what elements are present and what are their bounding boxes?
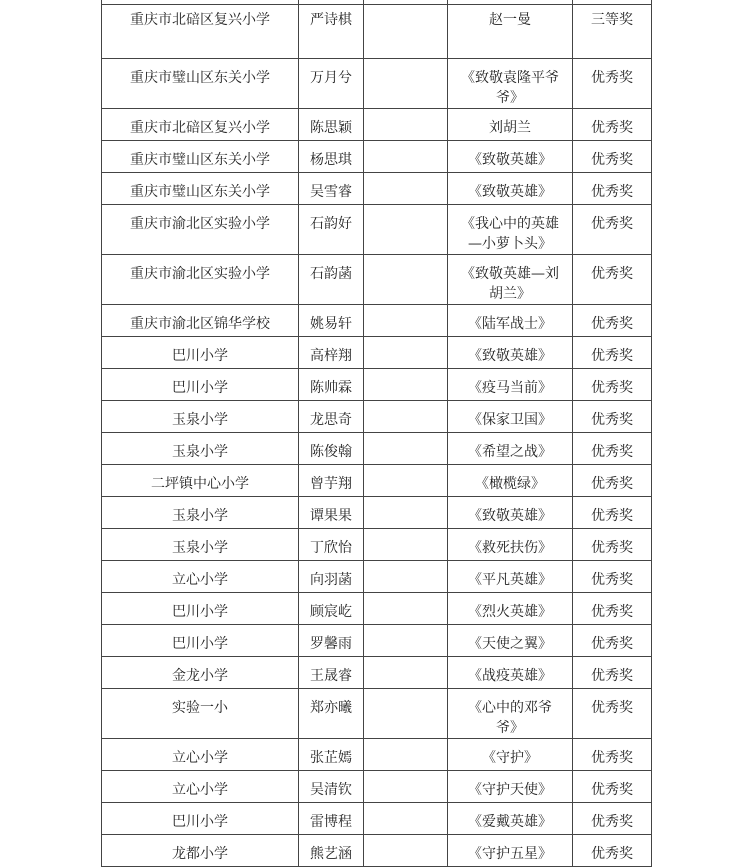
school-cell [102,771,299,803]
table-row [102,305,652,337]
work-title-cell [448,465,573,497]
work-title-text: 《致敬英雄》 [468,184,552,200]
school-cell [102,109,299,141]
school-text: 巴川小学 [172,604,228,620]
student-name-text: 吴雪睿 [310,184,352,200]
school-cell [102,625,299,657]
teacher-text [364,401,447,410]
school-text: 玉泉小学 [172,444,228,460]
student-name-text: 张芷嫣 [310,750,352,766]
student-name-cell [299,771,364,803]
school-text: 龙都小学 [172,846,228,862]
award-level-text: 优秀奖 [591,120,633,136]
work-title-text: 赵一曼 [489,12,531,28]
school-cell [102,173,299,205]
student-name-text: 谭果果 [310,508,352,524]
work-title-cell [448,141,573,173]
work-title-text: 《希望之战》 [468,444,552,460]
teacher-text [364,803,447,812]
school-text: 重庆市北碚区复兴小学 [130,120,270,136]
award-list-table [101,0,652,867]
school-text: 重庆市璧山区东关小学 [130,152,270,168]
school-text: 重庆市璧山区东关小学 [130,70,270,86]
student-name-cell [299,401,364,433]
work-title-text: 《守护五星》 [468,846,552,862]
student-name-text: 龙思奇 [310,412,352,428]
work-title-text: 《致敬英雄—刘胡兰》 [461,266,559,302]
teacher-cell [364,657,448,689]
school-cell [102,59,299,109]
award-level-cell [573,835,652,867]
student-name-cell [299,433,364,465]
teacher-text [364,771,447,780]
school-cell [102,369,299,401]
teacher-text [364,205,447,214]
award-level-cell [573,109,652,141]
work-title-text: 《爱戴英雄》 [468,814,552,830]
student-name-cell [299,109,364,141]
student-name-cell [299,497,364,529]
school-text: 二坪镇中心小学 [151,476,249,492]
teacher-cell [364,465,448,497]
table-row [102,141,652,173]
school-text: 立心小学 [172,782,228,798]
award-level-text: 优秀奖 [591,668,633,684]
school-cell [102,5,299,59]
work-title-text: 《橄榄绿》 [475,476,545,492]
student-name-cell [299,835,364,867]
student-name-text: 姚易轩 [310,316,352,332]
school-text: 玉泉小学 [172,540,228,556]
teacher-text [364,109,447,118]
student-name-text: 严诗棋 [310,12,352,28]
student-name-text: 陈俊翰 [310,444,352,460]
teacher-cell [364,369,448,401]
work-title-cell [448,305,573,337]
student-name-text: 向羽菡 [310,572,352,588]
work-title-cell [448,657,573,689]
teacher-cell [364,5,448,59]
school-text: 巴川小学 [172,348,228,364]
work-title-cell [448,529,573,561]
student-name-cell [299,593,364,625]
school-cell [102,835,299,867]
teacher-text [364,657,447,666]
student-name-text: 郑亦曦 [310,700,352,716]
table-row [102,205,652,255]
table-row [102,529,652,561]
table-row [102,657,652,689]
school-cell [102,255,299,305]
work-title-cell [448,337,573,369]
school-text: 巴川小学 [172,814,228,830]
teacher-text [364,433,447,442]
teacher-text [364,59,447,68]
teacher-text [364,173,447,182]
table-row [102,109,652,141]
award-level-cell [573,401,652,433]
student-name-cell [299,803,364,835]
student-name-cell [299,59,364,109]
work-title-cell [448,625,573,657]
school-text: 巴川小学 [172,636,228,652]
teacher-cell [364,59,448,109]
teacher-text [364,305,447,314]
teacher-text [364,5,447,10]
school-cell [102,497,299,529]
table-row [102,337,652,369]
work-title-cell [448,771,573,803]
teacher-text [364,255,447,264]
teacher-cell [364,109,448,141]
student-name-text: 万月兮 [310,70,352,86]
award-level-cell [573,803,652,835]
award-level-cell [573,141,652,173]
award-level-text: 优秀奖 [591,70,633,86]
school-text: 重庆市北碚区复兴小学 [130,12,270,28]
work-title-text: 《守护》 [482,750,538,766]
work-title-text: 《保家卫国》 [468,412,552,428]
award-level-cell [573,497,652,529]
student-name-cell [299,689,364,739]
table-row [102,369,652,401]
school-text: 立心小学 [172,750,228,766]
student-name-cell [299,337,364,369]
teacher-cell [364,771,448,803]
award-level-text: 优秀奖 [591,152,633,168]
table-row [102,255,652,305]
award-level-cell [573,59,652,109]
award-level-cell [573,369,652,401]
award-level-text: 优秀奖 [591,266,633,282]
school-text: 实验一小 [172,700,228,716]
school-text: 立心小学 [172,572,228,588]
school-cell [102,739,299,771]
award-level-cell [573,433,652,465]
teacher-text [364,835,447,844]
student-name-text: 石韵菡 [310,266,352,282]
award-level-text: 优秀奖 [591,814,633,830]
teacher-text [364,689,447,698]
work-title-cell [448,803,573,835]
work-title-text: 《致敬英雄》 [468,508,552,524]
teacher-text [364,529,447,538]
school-cell [102,689,299,739]
student-name-cell [299,173,364,205]
work-title-cell [448,433,573,465]
award-level-cell [573,337,652,369]
work-title-cell [448,59,573,109]
work-title-text: 《心中的邓爷爷》 [468,700,552,736]
table-row [102,5,652,59]
student-name-cell [299,369,364,401]
work-title-text: 刘胡兰 [489,120,531,136]
award-level-text: 优秀奖 [591,316,633,332]
teacher-text [364,625,447,634]
teacher-cell [364,433,448,465]
award-level-text: 优秀奖 [591,508,633,524]
school-text: 重庆市璧山区东关小学 [130,184,270,200]
work-title-text: 《致敬英雄》 [468,348,552,364]
work-title-text: 《守护天使》 [468,782,552,798]
school-text: 玉泉小学 [172,508,228,524]
award-level-text: 优秀奖 [591,700,633,716]
award-level-text: 优秀奖 [591,348,633,364]
student-name-text: 王晟睿 [310,668,352,684]
work-title-text: 《我心中的英雄—小萝卜头》 [461,216,559,252]
award-level-text: 优秀奖 [591,782,633,798]
school-text: 重庆市渝北区实验小学 [130,216,270,232]
work-title-cell [448,369,573,401]
award-level-text: 优秀奖 [591,604,633,620]
award-level-text: 优秀奖 [591,184,633,200]
student-name-text: 曾芋翔 [310,476,352,492]
student-name-cell [299,561,364,593]
award-level-text: 优秀奖 [591,476,633,492]
school-cell [102,401,299,433]
school-cell [102,433,299,465]
teacher-text [364,497,447,506]
award-level-text: 优秀奖 [591,540,633,556]
work-title-cell [448,205,573,255]
school-cell [102,205,299,255]
student-name-text: 丁欣怡 [310,540,352,556]
award-level-cell [573,561,652,593]
student-name-text: 熊艺涵 [310,846,352,862]
student-name-cell [299,255,364,305]
student-name-cell [299,141,364,173]
teacher-cell [364,205,448,255]
table-row [102,739,652,771]
table-row [102,465,652,497]
table-row [102,401,652,433]
teacher-text [364,369,447,378]
work-title-cell [448,173,573,205]
teacher-cell [364,625,448,657]
student-name-cell [299,625,364,657]
student-name-text: 罗馨雨 [310,636,352,652]
award-level-cell [573,593,652,625]
award-level-text: 优秀奖 [591,636,633,652]
teacher-text [364,739,447,748]
school-cell [102,593,299,625]
award-level-cell [573,305,652,337]
school-text: 重庆市渝北区锦华学校 [130,316,270,332]
award-level-cell [573,625,652,657]
award-level-cell [573,465,652,497]
award-level-cell [573,739,652,771]
student-name-cell [299,529,364,561]
student-name-cell [299,739,364,771]
teacher-text [364,561,447,570]
work-title-cell [448,561,573,593]
school-cell [102,465,299,497]
table-row [102,689,652,739]
student-name-cell [299,305,364,337]
school-cell [102,305,299,337]
teacher-cell [364,593,448,625]
award-level-cell [573,529,652,561]
school-cell [102,529,299,561]
work-title-cell [448,739,573,771]
work-title-text: 《平凡英雄》 [468,572,552,588]
teacher-cell [364,401,448,433]
award-level-text: 优秀奖 [591,750,633,766]
work-title-text: 《救死扶伤》 [468,540,552,556]
work-title-text: 《疫马当前》 [468,380,552,396]
school-cell [102,803,299,835]
teacher-cell [364,561,448,593]
award-level-cell [573,173,652,205]
teacher-cell [364,305,448,337]
work-title-cell [448,255,573,305]
work-title-cell [448,5,573,59]
award-level-cell [573,689,652,739]
work-title-cell [448,401,573,433]
teacher-cell [364,497,448,529]
award-level-text: 三等奖 [591,12,633,28]
teacher-cell [364,337,448,369]
teacher-cell [364,255,448,305]
work-title-cell [448,497,573,529]
student-name-cell [299,5,364,59]
school-cell [102,337,299,369]
teacher-cell [364,689,448,739]
award-level-text: 优秀奖 [591,444,633,460]
award-level-text: 优秀奖 [591,846,633,862]
award-level-cell [573,205,652,255]
school-text: 金龙小学 [172,668,228,684]
table-row [102,625,652,657]
table-row [102,497,652,529]
student-name-cell [299,657,364,689]
work-title-text: 《战疫英雄》 [468,668,552,684]
teacher-cell [364,803,448,835]
teacher-cell [364,141,448,173]
work-title-cell [448,593,573,625]
school-text: 玉泉小学 [172,412,228,428]
teacher-text [364,337,447,346]
table-row [102,771,652,803]
work-title-text: 《致敬英雄》 [468,152,552,168]
table-row [102,803,652,835]
award-level-cell [573,771,652,803]
table-row [102,173,652,205]
award-level-cell [573,5,652,59]
school-text: 重庆市渝北区实验小学 [130,266,270,282]
award-list-body [102,0,652,867]
award-level-text: 优秀奖 [591,412,633,428]
work-title-cell [448,835,573,867]
work-title-text: 《烈火英雄》 [468,604,552,620]
student-name-text: 雷博程 [310,814,352,830]
teacher-cell [364,739,448,771]
student-name-cell [299,205,364,255]
table-row [102,59,652,109]
teacher-text [364,465,447,474]
student-name-text: 石韵好 [310,216,352,232]
school-cell [102,657,299,689]
school-cell [102,141,299,173]
student-name-cell [299,465,364,497]
award-level-text: 优秀奖 [591,380,633,396]
teacher-cell [364,835,448,867]
student-name-text: 顾宸屹 [310,604,352,620]
award-level-text: 优秀奖 [591,572,633,588]
table-row [102,433,652,465]
award-level-cell [573,255,652,305]
work-title-text: 《致敬袁隆平爷爷》 [461,70,559,106]
table-row [102,593,652,625]
work-title-text: 《陆军战士》 [468,316,552,332]
work-title-text: 《天使之翼》 [468,636,552,652]
student-name-text: 吴清钦 [310,782,352,798]
student-name-text: 杨思琪 [310,152,352,168]
work-title-cell [448,109,573,141]
school-cell [102,561,299,593]
award-level-text: 优秀奖 [591,216,633,232]
table-row [102,561,652,593]
student-name-text: 陈帅霖 [310,380,352,396]
student-name-text: 高梓翔 [310,348,352,364]
teacher-cell [364,173,448,205]
teacher-cell [364,529,448,561]
teacher-text [364,593,447,602]
school-text: 巴川小学 [172,380,228,396]
student-name-text: 陈思颖 [310,120,352,136]
work-title-cell [448,689,573,739]
teacher-text [364,141,447,150]
award-level-cell [573,657,652,689]
table-row [102,835,652,867]
